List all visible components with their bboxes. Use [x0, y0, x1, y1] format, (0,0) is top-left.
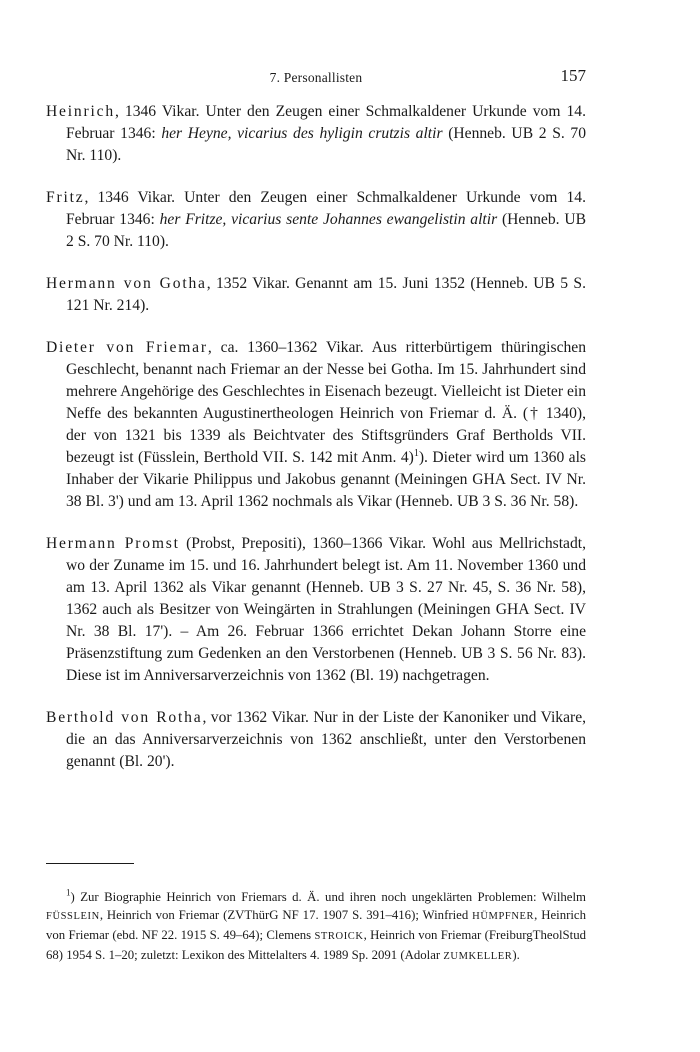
footnote-separator: [46, 863, 134, 864]
entry-name: Hermann Promst: [46, 535, 180, 552]
footnote-reference: 1: [413, 447, 419, 459]
running-header: [46, 66, 586, 90]
footnote-text: , Heinrich von Friemar (ZVThürG NF 17. 1907 S. 391–416); Winfried: [99, 907, 473, 922]
entry-dieter-von-friemar: [46, 337, 586, 513]
author-name: FÜSSLEIN: [46, 910, 100, 922]
entry-quote: her Heyne, vicarius des hyligin crutzis altir: [161, 125, 443, 142]
entry-quote: her Fritze, vicarius sente Johannes ewangelistin altir: [159, 211, 498, 228]
entry-text-continued: ). Dieter wird um 1360 als Inhaber der Vikarie Philippus und Jakobus genannt (Meiningen GHA Sect. IV Nr. 38 Bl. 3') und am 13. April 1362 nochmals als Vikar (Henneb. UB 3 S. 36 Nr. 58).: [66, 449, 586, 510]
entry-list: [46, 101, 586, 793]
entry-hermann-von-gotha: [46, 273, 586, 317]
footnote-text: ).: [512, 947, 520, 962]
entry-text: , 1346 Vikar. Unter den Zeugen einer Schmalkaldener Urkunde vom 14. Februar 1346:: [66, 103, 586, 142]
entry-text: , 1352 Vikar. Genannt am 15. Juni 1352 (Henneb. UB 5 S. 121 Nr. 214).: [66, 275, 586, 314]
entry-name: Heinrich: [46, 103, 115, 120]
footnote-text: ) Zur Biographie Heinrich von Friemars d. Ä. und ihren noch ungeklärten Problemen: Wilhelm: [70, 889, 586, 904]
entry-heinrich: [46, 101, 586, 167]
footnote-marker: 1: [66, 887, 71, 898]
entry-name: Berthold von Rotha: [46, 709, 203, 726]
entry-name: Hermann von Gotha: [46, 275, 207, 292]
page-number: 157: [560, 66, 586, 85]
author-name: HÜMPFNER: [472, 910, 535, 922]
author-name: STROICK: [314, 930, 364, 942]
entry-hermann-promst: [46, 533, 586, 687]
entry-name: Fritz: [46, 189, 85, 206]
section-title: 7. Personallisten: [269, 70, 363, 85]
entry-text: , 1346 Vikar. Unter den Zeugen einer Schmalkaldener Urkunde vom 14. Februar 1346:: [66, 189, 586, 228]
entry-fritz: [46, 187, 586, 253]
entry-source: (Henneb. UB 2 S. 70 Nr. 110).: [66, 211, 587, 250]
entry-source: (Henneb. UB 2 S. 70 Nr. 110).: [66, 125, 587, 164]
author-name: ZUMKELLER: [443, 950, 513, 962]
entry-berthold-von-rotha: [46, 707, 586, 773]
entry-text: (Probst, Prepositi), 1360–1366 Vikar. Wohl aus Mellrichstadt, wo der Zuname im 15. und 16. Jahrhundert belegt ist. Am 11. November 1360 und am 13. April 1362 als Vikar genannt (Henneb. UB 3 S. 27 Nr. 45, S. 36 Nr. 58), 1362 auch als Besitzer von Weingärten in Strahlungen (Meiningen GHA Sect. IV Nr. 38 Bl. 17'). – Am 26. Februar 1366 errichtet Dekan Johann Storre eine Präsenzstiftung zum Gedenken an den Verstorbenen (Henneb. UB 3 S. 56 Nr. 83). Diese ist im Anniversarverzeichnis von 1362 (Bl. 19) nachgetragen.: [66, 535, 587, 684]
footnote: [46, 888, 586, 966]
footnote-text: , Heinrich von Friemar (FreiburgTheolStud 68) 1954 S. 1–20; zuletzt: Lexikon des Mittelalters 4. 1989 Sp. 2091 (Adolar: [46, 927, 587, 962]
footnote-text: , Heinrich von Friemar (ebd. NF 22. 1915 S. 49–64); Clemens: [46, 907, 586, 942]
entry-text: , ca. 1360–1362 Vikar. Aus ritterbürtigem thüringischen Geschlecht, benannt nach Friemar an der Nesse bei Gotha. Im 15. Jahrhundert sind mehrere Angehörige des Geschlechtes in Eisenach bezeugt. Vielleicht ist Dieter ein Neffe des bekannten Augustinertheologen Heinrich von Friemar d. Ä. († 1340), der von 1321 bis 1339 als Beichtvater des Stiftsgründers Graf Bertholds VII. bezeugt ist (Füsslein, Berthold VII. S. 142 mit Anm. 4): [66, 339, 586, 466]
entry-text: , vor 1362 Vikar. Nur in der Liste der Kanoniker und Vikare, die an das Anniversarverzeichnis von 1362 anschließt, unter den Verstorbenen genannt (Bl. 20').: [66, 709, 587, 770]
entry-name: Dieter von Friemar: [46, 339, 208, 356]
